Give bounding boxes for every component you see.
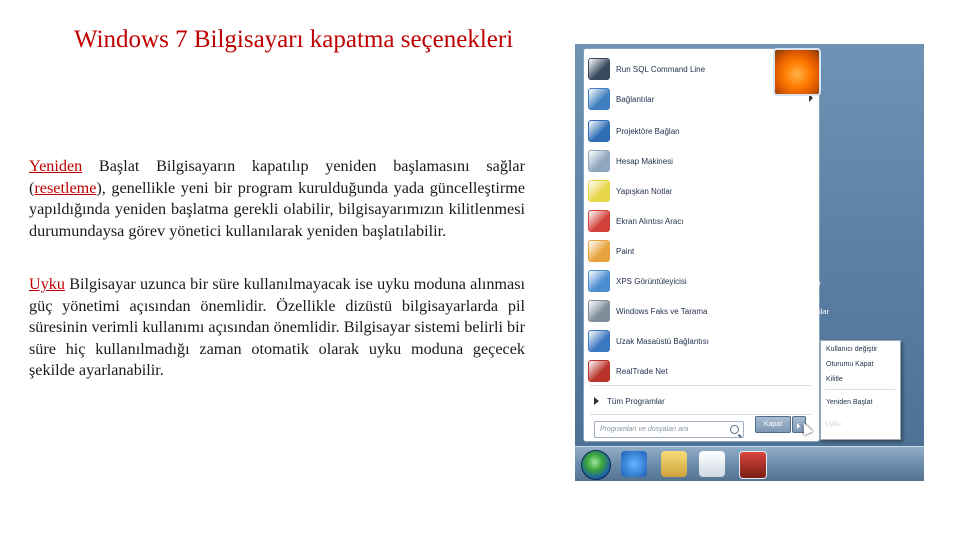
remote-desktop-icon: [588, 330, 610, 352]
divider: [590, 414, 812, 415]
restart-keyword: Yeniden: [29, 157, 83, 175]
paint-icon: [588, 240, 610, 262]
sql-icon: [588, 58, 610, 80]
search-input[interactable]: [594, 421, 744, 438]
program-label: RealTrade Net: [616, 366, 668, 376]
connections-icon: [588, 88, 610, 110]
start-menu-screenshot: [575, 44, 924, 481]
right-pane-item[interactable]: Bilgisayar: [755, 221, 788, 230]
restart-text-a: Başlat Bilgisayarın kapatılıp yeniden başlamasını sağlar (: [29, 157, 525, 197]
program-label: Run SQL Command Line: [616, 64, 706, 74]
program-label: Paint: [616, 246, 635, 256]
all-programs-label: Tüm Programlar: [607, 396, 665, 406]
right-pane-item[interactable]: Belgeler: [755, 137, 783, 146]
search-icon: [730, 425, 739, 434]
all-programs-item[interactable]: [584, 390, 819, 412]
right-pane-item[interactable]: Aygıtlar ve Yazıcılar: [755, 279, 821, 288]
start-orb-icon[interactable]: [581, 450, 611, 480]
divider: [825, 389, 895, 390]
restart-text-b: ), genellikle yeni bir program kurulduğunda yada güncelleştirme yapıldığında yeniden başlatma gerekli olabilir, bilgisayarımızın kilitlenmesi durumundaysa görev yönetici kullanılarak yeniden başlatılabilir.: [29, 178, 525, 240]
fax-icon: [588, 300, 610, 322]
program-label: Hesap Makinesi: [616, 156, 673, 166]
shutdown-option[interactable]: Kilitle: [826, 376, 843, 383]
program-label: Projektöre Bağlan: [616, 126, 680, 136]
program-label: Windows Faks ve Tarama: [616, 306, 708, 316]
right-pane-item[interactable]: Varsayılan Programlar: [755, 307, 830, 316]
search-placeholder: Programları ve dosyaları ara: [600, 426, 689, 433]
right-pane-item[interactable]: Resimler: [755, 165, 785, 174]
shutdown-button[interactable]: [755, 416, 791, 433]
program-label: XPS Görüntüleyicisi: [616, 276, 687, 286]
slide-title: Windows 7 Bilgisayarı kapatma seçenekleri: [74, 26, 514, 53]
sleep-paragraph: [29, 274, 525, 382]
program-label: Yapışkan Notlar: [616, 186, 673, 196]
media-player-icon[interactable]: [699, 451, 725, 477]
program-item[interactable]: [584, 116, 819, 146]
snipping-tool-icon: [588, 210, 610, 232]
right-pane-item[interactable]: sntr: [755, 110, 768, 119]
realtrade-taskbar-icon[interactable]: [739, 451, 767, 479]
program-label: Bağlantılar: [616, 94, 655, 104]
program-item[interactable]: [584, 176, 819, 206]
shutdown-option[interactable]: Kullanıcı değiştir: [826, 346, 878, 353]
realtrade-icon: [588, 360, 610, 382]
internet-explorer-icon[interactable]: [621, 451, 647, 477]
shutdown-label: Kapat: [763, 421, 783, 428]
triangle-right-icon: [594, 397, 599, 405]
start-menu-programs-pane: [583, 48, 820, 442]
right-pane-item[interactable]: Yardım ve Destek: [755, 334, 815, 343]
sticky-notes-icon: [588, 180, 610, 202]
calculator-icon: [588, 150, 610, 172]
program-label: Ekran Alıntısı Aracı: [616, 216, 684, 226]
xps-viewer-icon: [588, 270, 610, 292]
shutdown-option[interactable]: Oturumu Kapat: [826, 361, 874, 368]
taskbar: [575, 446, 924, 481]
sleep-option[interactable]: Uyku: [825, 421, 841, 428]
projector-icon: [588, 120, 610, 142]
right-pane-item[interactable]: Denetim Masası: [755, 251, 810, 260]
file-explorer-icon[interactable]: [661, 451, 687, 477]
user-picture[interactable]: [773, 48, 821, 96]
program-label: Uzak Masaüstü Bağlantısı: [616, 336, 709, 346]
restart-paragraph: [29, 156, 525, 242]
sleep-keyword: Uyku: [29, 275, 65, 293]
sleep-text: Bilgisayar uzunca bir süre kullanılmayacak ise uyku moduna alınması güç yönetimi açısından önemlidir. Özellikle dizüstü bilgisayarlarda pil süresinin verimli kullanımı açısından önemlidir. Bilgisayar sistemi belirli bir süre hiç kullanılmadığı zaman otomatik olarak uyku moduna geçecek şekilde ayarlanabilir.: [29, 275, 525, 379]
program-item[interactable]: [584, 356, 819, 386]
reset-keyword: resetleme: [34, 178, 97, 197]
shutdown-option[interactable]: Yeniden Başlat: [826, 399, 873, 406]
right-pane-item[interactable]: Müzik: [755, 193, 775, 202]
